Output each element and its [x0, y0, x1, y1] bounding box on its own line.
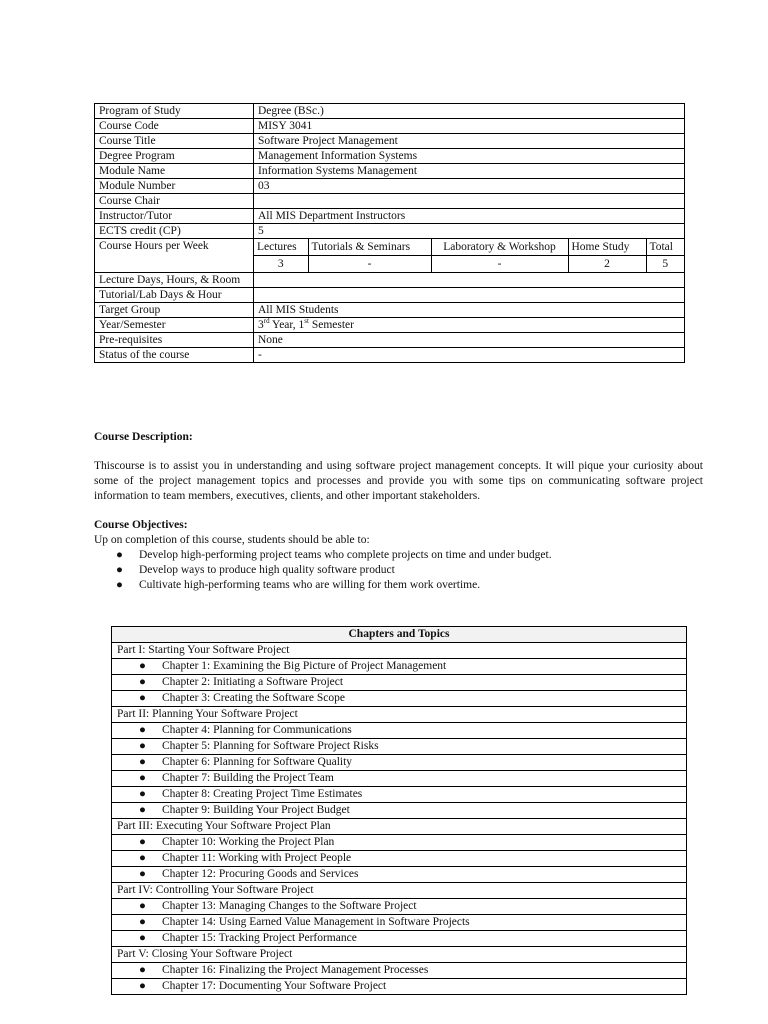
part-row — [112, 707, 687, 723]
hours-header-home-study: Home Study — [568, 239, 646, 256]
bullet-icon: ● — [139, 788, 146, 800]
chapter-item — [112, 803, 687, 819]
semester-ordinal: st — [304, 317, 309, 326]
part-row — [112, 819, 687, 835]
chapter-item — [112, 835, 687, 851]
bullet-icon: ● — [139, 804, 146, 816]
chapter-title: Chapter 12: Procuring Goods and Services — [162, 868, 359, 880]
chapter-item — [112, 755, 687, 771]
part-title: Part III: Executing Your Software Project Plan — [112, 819, 687, 835]
chapter-row — [112, 675, 687, 691]
part-title: Part I: Starting Your Software Project — [112, 643, 687, 659]
course-info-value: MISY 3041 — [254, 119, 685, 134]
part-row — [112, 947, 687, 963]
course-info-value: None — [254, 333, 685, 348]
hours-value-home-study: 2 — [568, 256, 646, 273]
hours-value-laboratory: - — [431, 256, 568, 273]
course-description-heading: Course Description: — [94, 431, 193, 443]
year-semester-value — [254, 318, 685, 333]
course-info-label: Target Group — [95, 303, 254, 318]
chapter-row — [112, 899, 687, 915]
course-info-value: Information Systems Management — [254, 164, 685, 179]
course-info-label: Status of the course — [95, 348, 254, 363]
chapter-title: Chapter 14: Using Earned Value Management in Software Projects — [162, 916, 470, 928]
course-info-row — [95, 224, 685, 239]
course-info-row — [95, 194, 685, 209]
objective-text: Develop high-performing project teams who complete projects on time and under budget. — [139, 549, 552, 561]
bullet-icon: ● — [139, 900, 146, 912]
chapter-row — [112, 979, 687, 995]
chapter-item — [112, 659, 687, 675]
course-info-row — [95, 303, 685, 318]
chapter-row — [112, 739, 687, 755]
chapter-item — [112, 979, 687, 995]
bullet-icon: ● — [139, 852, 146, 864]
chapter-item — [112, 675, 687, 691]
hours-values-row — [254, 256, 684, 273]
course-info-row — [95, 164, 685, 179]
course-info-row — [95, 333, 685, 348]
year-semester-label: Year/Semester — [95, 318, 254, 333]
objective-text: Develop ways to produce high quality software product — [139, 564, 395, 576]
part-row — [112, 643, 687, 659]
chapter-title: Chapter 11: Working with Project People — [162, 852, 352, 864]
course-info-label: Tutorial/Lab Days & Hour — [95, 288, 254, 303]
objective-item — [94, 563, 703, 578]
hours-value-tutorials: - — [308, 256, 431, 273]
year-ordinal: rd — [263, 317, 270, 326]
chapter-title: Chapter 17: Documenting Your Software Project — [162, 980, 387, 992]
chapter-title: Chapter 16: Finalizing the Project Management Processes — [162, 964, 429, 976]
course-info-value: 03 — [254, 179, 685, 194]
chapter-item — [112, 915, 687, 931]
course-hours-row — [95, 239, 685, 273]
chapter-item — [112, 931, 687, 947]
course-info-value — [254, 288, 685, 303]
bullet-icon: ● — [139, 916, 146, 928]
chapter-item — [112, 739, 687, 755]
part-title: Part V: Closing Your Software Project — [112, 947, 687, 963]
chapter-title: Chapter 7: Building the Project Team — [162, 772, 334, 784]
chapter-item — [112, 899, 687, 915]
chapter-row — [112, 691, 687, 707]
bullet-icon: ● — [139, 660, 146, 672]
chapter-item — [112, 963, 687, 979]
course-info-row — [95, 209, 685, 224]
chapter-row — [112, 835, 687, 851]
bullet-icon: ● — [139, 740, 146, 752]
course-description-text: Thiscourse is to assist you in understanding and using software project management concepts. It will pique your curiosity about some of the project management topics and processes and provide you with some tips on communicating software project information to team members, executives, clients, and other important stakeholders. — [94, 460, 703, 502]
bullet-icon: ● — [139, 964, 146, 976]
course-info-value — [254, 273, 685, 288]
hours-header-tutorials: Tutorials & Seminars — [308, 239, 431, 256]
course-objectives-heading: Course Objectives: — [94, 519, 188, 531]
chapter-row — [112, 915, 687, 931]
course-info-label: Instructor/Tutor — [95, 209, 254, 224]
course-info-value: - — [254, 348, 685, 363]
chapter-item — [112, 723, 687, 739]
chapter-row — [112, 963, 687, 979]
course-info-label: Course Title — [95, 134, 254, 149]
bullet-icon: ● — [139, 772, 146, 784]
course-info-value: Software Project Management — [254, 134, 685, 149]
course-description-section — [94, 430, 703, 504]
chapter-row — [112, 771, 687, 787]
course-hours-label: Course Hours per Week — [95, 239, 254, 273]
objective-item — [94, 548, 703, 563]
hours-value-lectures: 3 — [254, 256, 308, 273]
bullet-icon: ● — [139, 868, 146, 880]
bullet-icon: ● — [116, 579, 123, 591]
course-info-label: Course Code — [95, 119, 254, 134]
course-info-label: Pre-requisites — [95, 333, 254, 348]
course-info-label: Program of Study — [95, 104, 254, 119]
course-info-row — [95, 179, 685, 194]
bullet-icon: ● — [116, 549, 123, 561]
bullet-icon: ● — [139, 676, 146, 688]
course-info-value: 5 — [254, 224, 685, 239]
course-hours-table — [254, 239, 684, 272]
bullet-icon: ● — [139, 836, 146, 848]
chapter-title: Chapter 13: Managing Changes to the Software Project — [162, 900, 417, 912]
bullet-icon: ● — [139, 692, 146, 704]
course-info-value: All MIS Students — [254, 303, 685, 318]
chapter-title: Chapter 10: Working the Project Plan — [162, 836, 335, 848]
bullet-icon: ● — [139, 980, 146, 992]
course-info-label: Module Name — [95, 164, 254, 179]
course-info-label: ECTS credit (CP) — [95, 224, 254, 239]
chapter-title: Chapter 3: Creating the Software Scope — [162, 692, 345, 704]
chapter-title: Chapter 1: Examining the Big Picture of Project Management — [162, 660, 447, 672]
chapter-item — [112, 851, 687, 867]
chapter-title: Chapter 6: Planning for Software Quality — [162, 756, 353, 768]
chapter-title: Chapter 5: Planning for Software Project Risks — [162, 740, 379, 752]
bullet-icon: ● — [139, 756, 146, 768]
course-info-row — [95, 134, 685, 149]
chapter-row — [112, 851, 687, 867]
chapters-header: Chapters and Topics — [112, 627, 687, 643]
chapter-title: Chapter 4: Planning for Communications — [162, 724, 352, 736]
year-semester-row — [95, 318, 685, 333]
chapter-item — [112, 771, 687, 787]
chapter-title: Chapter 15: Tracking Project Performance — [162, 932, 357, 944]
course-info-row — [95, 288, 685, 303]
part-row — [112, 883, 687, 899]
hours-header-total: Total — [649, 241, 673, 253]
course-info-value: Degree (BSc.) — [254, 104, 685, 119]
chapter-row — [112, 803, 687, 819]
objective-text: Cultivate high-performing teams who are willing for them work overtime. — [139, 579, 481, 591]
course-info-value: All MIS Department Instructors — [254, 209, 685, 224]
hours-header-lectures: Lectures — [254, 239, 308, 256]
year-text: Year, 1 — [269, 319, 305, 331]
course-info-row — [95, 119, 685, 134]
course-objectives-list — [94, 548, 703, 593]
bullet-icon: ● — [139, 932, 146, 944]
course-info-label: Lecture Days, Hours, & Room — [95, 273, 254, 288]
chapter-title: Chapter 9: Building Your Project Budget — [162, 804, 350, 816]
course-info-row — [95, 273, 685, 288]
hours-header-row — [254, 239, 684, 256]
part-title: Part IV: Controlling Your Software Project — [112, 883, 687, 899]
course-info-label: Course Chair — [95, 194, 254, 209]
chapter-row — [112, 755, 687, 771]
chapter-item — [112, 787, 687, 803]
course-objectives-intro: Up on completion of this course, students should be able to: — [94, 534, 370, 546]
chapter-title: Chapter 8: Creating Project Time Estimates — [162, 788, 363, 800]
chapter-title: Chapter 2: Initiating a Software Project — [162, 676, 344, 688]
chapter-row — [112, 931, 687, 947]
course-info-row — [95, 348, 685, 363]
chapter-item — [112, 691, 687, 707]
course-info-value — [254, 194, 685, 209]
hours-value-total: 5 — [646, 256, 684, 273]
course-objectives-section — [94, 518, 703, 593]
part-title: Part II: Planning Your Software Project — [112, 707, 687, 723]
chapters-table — [111, 626, 687, 995]
hours-header-laboratory: Laboratory & Workshop — [431, 239, 568, 256]
chapter-row — [112, 867, 687, 883]
chapter-item — [112, 867, 687, 883]
course-info-value: Management Information Systems — [254, 149, 685, 164]
bullet-icon: ● — [139, 724, 146, 736]
semester-text: Semester — [308, 319, 354, 331]
objective-item — [94, 578, 703, 593]
year-number: 3 — [258, 319, 264, 331]
course-info-label: Module Number — [95, 179, 254, 194]
chapters-header-row — [112, 627, 687, 643]
course-info-row — [95, 104, 685, 119]
bullet-icon: ● — [116, 564, 123, 576]
chapter-row — [112, 787, 687, 803]
course-hours-cell — [254, 239, 685, 273]
chapter-row — [112, 659, 687, 675]
chapter-row — [112, 723, 687, 739]
course-info-table — [94, 103, 685, 363]
course-info-label: Degree Program — [95, 149, 254, 164]
course-info-row — [95, 149, 685, 164]
